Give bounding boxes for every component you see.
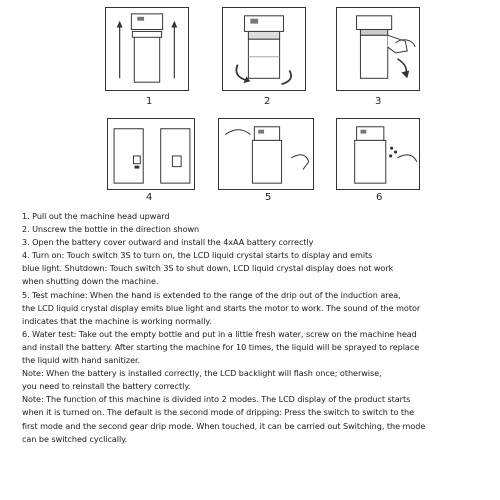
instruction-line: when it is turned on. The default is the second mode of dripping: Press the switch to switch to the — [22, 407, 414, 418]
instruction-line: Note: When the battery is installed correctly, the LCD backlight will flash once; otherwise, — [22, 368, 382, 379]
step-6-number: 6 — [376, 192, 383, 203]
instruction-line: blue light. Shutdown: Touch switch 3S to shut down, LCD liquid crystal display does not work — [22, 263, 394, 274]
instruction-line: Note: The function of this machine is divided into 2 modes. The LCD display of the product starts — [22, 394, 411, 405]
step-3-illustration — [336, 7, 420, 91]
step-2-illustration — [222, 7, 306, 91]
instruction-line: you need to reinstall the battery correctly. — [22, 381, 191, 392]
instruction-line: the liquid with hand sanitizer. — [22, 355, 141, 366]
instruction-line: can be switched cyclically. — [22, 433, 128, 444]
instruction-line: 4. Turn on: Touch switch 3S to turn on, the LCD liquid crystal starts to display and emits — [22, 250, 373, 261]
step-5-illustration — [218, 118, 314, 190]
step-2-number: 2 — [264, 96, 271, 107]
instruction-line: the LCD liquid crystal display emits blue light and starts the motor to work. The sound of the motor — [22, 302, 421, 313]
instructions-block — [22, 210, 492, 446]
step-4-number: 4 — [146, 192, 153, 203]
step-1-number: 1 — [146, 96, 153, 107]
instruction-line: 2. Unscrew the bottle in the direction shown — [22, 224, 200, 235]
instruction-line: indicates that the machine is working normally. — [22, 315, 212, 326]
step-1-illustration — [105, 7, 189, 91]
instruction-line: 5. Test machine: When the hand is extended to the range of the drip out of the induction area, — [22, 289, 401, 300]
instruction-line: 6. Water test: Take out the empty bottle and put in a little fresh water, screw on the machine head — [22, 328, 417, 339]
instruction-line: first mode and the second gear drip mode. When touched, it can be carried out Switching, the mode — [22, 420, 426, 431]
step-5-number: 5 — [265, 192, 272, 203]
step-4-illustration — [107, 118, 195, 190]
instruction-line: 1. Pull out the machine head upward — [22, 211, 170, 221]
step-3-number: 3 — [375, 96, 382, 107]
instruction-line: and install the battery. After starting the machine for 10 times, the liquid will be sprayed to replace — [22, 341, 420, 352]
instruction-line: when shutting down the machine. — [22, 276, 159, 287]
step-6-illustration — [336, 118, 420, 190]
instruction-line: 3. Open the battery cover outward and install the 4xAA battery correctly — [22, 237, 314, 248]
